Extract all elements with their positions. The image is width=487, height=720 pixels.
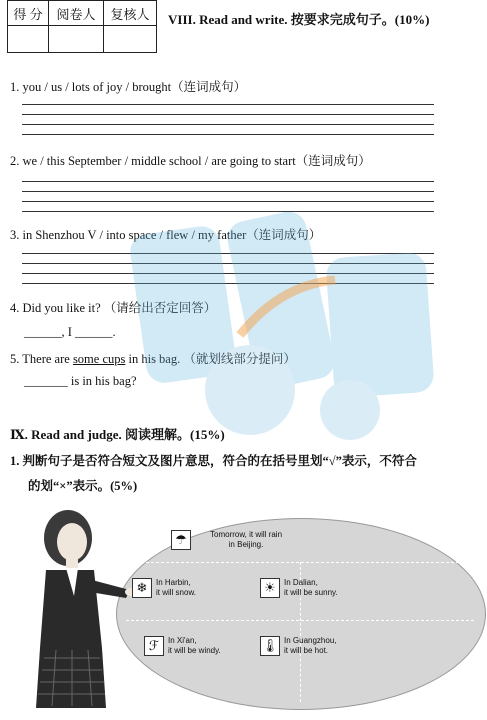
judge-instruction-2: 的划“×”表示。(5%) xyxy=(28,479,138,493)
answer-line[interactable] xyxy=(22,134,434,135)
answer-line[interactable] xyxy=(22,211,434,212)
question-5-underlined: some cups xyxy=(72,352,126,366)
answer-line[interactable] xyxy=(22,253,434,254)
sun-icon: ☀ xyxy=(260,578,280,598)
teacher-figure xyxy=(30,498,140,716)
guangzhou-caption: In Guangzhou, it will be hot. xyxy=(284,636,337,655)
thermometer-icon: 🌡 xyxy=(260,636,280,656)
judge-instruction-1: 1. 判断句子是否符合短文及图片意思，符合的在括号里划“√”表示，不符合 xyxy=(10,454,417,468)
question-2: 2. we / this September / middle school / are going to start（连词成句） xyxy=(10,154,371,168)
question-1: 1. you / us / lots of joy / brought（连词成句） xyxy=(10,80,247,94)
score-table xyxy=(7,0,157,53)
score-cell[interactable] xyxy=(8,26,49,53)
rain-icon: ☂ xyxy=(171,530,191,550)
answer-line[interactable] xyxy=(22,263,434,264)
harbin-caption: In Harbin, it will snow. xyxy=(156,578,197,597)
score-header: 得 分 xyxy=(8,1,49,26)
question-5-answer[interactable]: _______ is in his bag? xyxy=(24,374,137,388)
question-4: 4. Did you like it? （请给出否定回答） xyxy=(10,301,217,315)
question-3: 3. in Shenzhou V / into space / flew / my father（连词成句） xyxy=(10,228,322,242)
question-5-prefix: 5. There are xyxy=(10,352,73,366)
answer-line[interactable] xyxy=(22,114,434,115)
question-5-suffix: in his bag. （就划线部分提问） xyxy=(125,352,296,366)
grader-cell[interactable] xyxy=(49,26,104,53)
answer-line[interactable] xyxy=(22,191,434,192)
grader-header: 阅卷人 xyxy=(49,1,104,26)
answer-line[interactable] xyxy=(22,201,434,202)
answer-line[interactable] xyxy=(22,104,434,105)
question-5 xyxy=(10,349,296,367)
question-4-answer[interactable]: ______, I ______. xyxy=(24,325,116,339)
reviewer-cell[interactable] xyxy=(104,26,157,53)
beijing-caption: Tomorrow, it will rain in Beijing. xyxy=(210,530,283,549)
answer-line[interactable] xyxy=(22,124,434,125)
answer-line[interactable] xyxy=(22,273,434,274)
reviewer-header: 复核人 xyxy=(104,1,157,26)
wind-icon: ℱ xyxy=(144,636,164,656)
xian-caption: In Xi'an, it will be windy. xyxy=(168,636,221,655)
answer-line[interactable] xyxy=(22,181,434,182)
section-8-title: VIII. Read and write. 按要求完成句子。(10%) xyxy=(168,12,430,27)
weather-picture xyxy=(30,498,480,716)
answer-line[interactable] xyxy=(22,283,434,284)
dalian-caption: In Dalian, it will be sunny. xyxy=(284,578,338,597)
section-9-title: Ⅸ. Read and judge. 阅读理解。(15%) xyxy=(10,427,225,442)
snow-icon: ❄ xyxy=(132,578,152,598)
